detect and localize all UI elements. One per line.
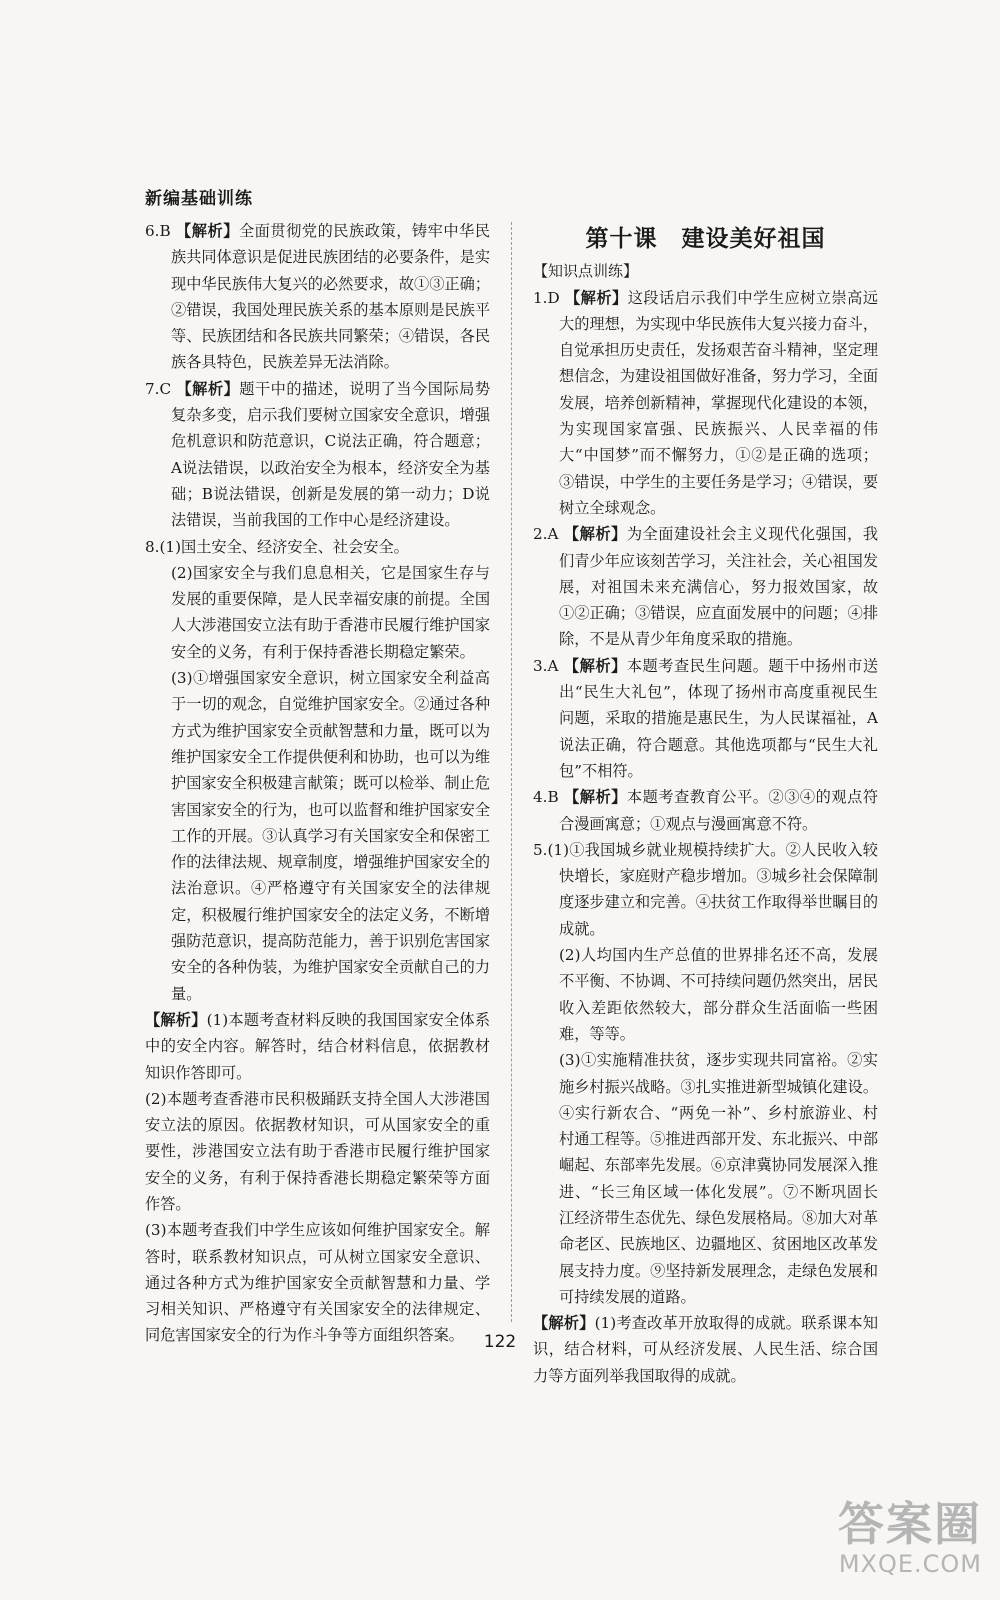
answer-7-number: 7.C: [145, 379, 172, 398]
analysis-tag: 【解析】: [145, 1010, 207, 1029]
answer-2-number: 2.A: [533, 525, 559, 544]
answer-6-text: [145, 218, 490, 376]
answer-7-body: 题干中的描述，说明了当今国际局势复杂多变，启示我们要树立国家安全意识，增强危机意识和防范意识，C说法正确，符合题意；A说法错误，以政治安全为根本，经济安全为基础；B说法错误，创新是发展的第一动力；D说法错误，当前我国的工作中心是经济建设。: [171, 379, 491, 530]
answer-2-text: 2.A 【解析】为全面建设社会主义现代化强国，我们青少年应该刻苦学习，关注社会，关心祖国发展，对祖国未来充满信心，努力报效国家，故①②正确；③错误，应直面发展中的问题；④排除，不是从青少年角度采取的措施。: [533, 525, 879, 649]
right-column: [533, 218, 878, 1389]
answer-item-6: [145, 218, 490, 376]
answer-5-number: 5.: [533, 840, 548, 859]
answer-6-number: 6.B: [145, 222, 171, 240]
watermark-logo: [838, 1498, 982, 1578]
answer-1-text: 1.D 【解析】这段话启示我们中学生应树立崇高远大的理想，为实现中华民族伟大复兴接力奋斗，自觉承担历史责任，发扬艰苦奋斗精神，坚定理想信念，为建设祖国做好准备，努力学习，全面发展，培养创新精神，掌握现代化建设的本领，为实现国家富强、民族振兴、人民幸福的伟大“中国梦”而不懈努力，①②是正确的选项；③错误，中学生的主要任务是学习；④错误，要树立全球观念。: [533, 288, 879, 517]
page-number: 122: [483, 1332, 517, 1352]
answer-6-body: 全面贯彻党的民族政策，铸牢中华民族共同体意识是促进民族团结的必要条件，是实现中华民族伟大复兴的必然要求，故①③正确；②错误，我国处理民族关系的基本原则是民族平等、民族团结和各民族共同繁荣；④错误，各民族各具特色，民族差异无法消除。: [171, 222, 491, 372]
analysis-tag: 【解析】: [563, 656, 627, 675]
answer-8-part1: 8.(1)国土安全、经济安全、社会安全。: [145, 537, 409, 556]
answer-item-2: [533, 521, 878, 652]
answer-5-part1: 5.(1)①我国城乡就业规模持续扩大。②人民收入较快增长，家庭财产稳步增加。③城乡社会保障制度逐步建立和完善。④扶贫工作取得举世瞩目的成就。: [533, 840, 878, 938]
answer-5-subparts: [533, 942, 878, 1310]
analysis-tag: 【解析】: [565, 288, 628, 307]
watermark-url: MXQE.COM: [838, 1550, 982, 1578]
header-title: 新编基础训练: [145, 189, 253, 209]
analysis-tag: 【解析】: [563, 525, 627, 544]
analysis-tag: 【解析】: [176, 379, 240, 398]
answer-4-number: 4.B: [533, 788, 559, 807]
watermark-title: 答案圈: [838, 1497, 982, 1551]
column-divider: [511, 222, 512, 1322]
answer-item-1: [533, 285, 878, 522]
answer-item-3: [533, 653, 878, 784]
answer-5-part2: (2)人均国内生产总值的世界排名还不高，发展不平衡、不协调、不可持续问题仍然突出，居民收入差距依然较大，部分群众生活面临一些困难，等等。: [559, 946, 878, 1043]
answer-8-analysis-2: (2)本题考查香港市民积极踊跃支持全国人大涉港国安立法的原因。依据教材知识，可从国家安全的重要性，涉港国安立法有助于香港市民履行维护国家安全的义务，有利于保持香港长期稳定繁荣等方面作答。: [145, 1089, 490, 1213]
answer-3-text: 3.A 【解析】本题考查民生问题。题干中扬州市送出“民生大礼包”，体现了扬州市高度重视民生问题，采取的措施是惠民生，为人民谋福祉，A说法正确，符合题意。其他选项都与“民生大礼包”不相符。: [533, 656, 879, 780]
analysis-tag: 【解析】: [564, 788, 627, 807]
answer-8-analysis-1: 【解析】(1)本题考查材料反映的我国国家安全体系中的安全内容。解答时，结合材料信息，依据教材知识作答即可。: [145, 1010, 491, 1082]
answer-1-number: 1.D: [533, 288, 560, 307]
left-column: [145, 218, 490, 1349]
answer-7-text: [145, 376, 490, 534]
answer-item-7: [145, 376, 490, 534]
answer-item-4: [533, 784, 878, 837]
answer-5-part3: (3)①实施精准扶贫，逐步实现共同富裕。②实施乡村振兴战略。③扎实推进新型城镇化建设。④实行新农合、“两免一补”、乡村旅游业、村村通工程等。⑤推进西部开发、东北振兴、中部崛起、东部率先发展。⑥京津冀协同发展深入推进、“长三角区域一体化发展”。⑦不断巩固长江经济带生态优先、绿色发展格局。⑧加大对革命老区、民族地区、边疆地区、贫困地区改革发展支持力度。⑨坚持新发展理念，走绿色发展和可持续发展的道路。: [559, 1051, 878, 1306]
answer-8-analysis-3: (3)本题考查我们中学生应该如何维护国家安全。解答时，联系教材知识点，可从树立国家安全意识、通过各种方式为维护国家安全贡献智慧和力量、学习相关知识、严格遵守有关国家安全的法律规定、同危害国家安全的行为作斗争等方面组织答案。: [145, 1221, 490, 1345]
answer-3-number: 3.A: [533, 656, 559, 675]
answer-8-number: 8.: [145, 537, 160, 556]
answer-8-part3: (3)①增强国家安全意识，树立国家安全利益高于一切的观念，自觉维护国家安全。②通过各种方式为维护国家安全贡献智慧和力量，既可以为维护国家安全工作提供便利和协助，也可以为维护国家安全积极建言献策；既可以检举、制止危害国家安全的行为，也可以监督和维护国家安全工作的开展。③认真学习有关国家安全和保密工作的法律法规、规章制度，增强维护国家安全的法治意识。④严格遵守有关国家安全的法律规定，积极履行维护国家安全的法定义务，不断增强防范意识，提高防范能力，善于识别危害国家安全的各种伪装，为维护国家安全贡献自己的力量。: [171, 669, 490, 1003]
analysis-tag: 【解析】: [176, 222, 239, 240]
lesson-title: 第十课 建设美好祖国: [585, 226, 826, 252]
answer-8-part2: (2)国家安全与我们息息相关，它是国家生存与发展的重要保障，是人民幸福安康的前提。全国人大涉港国安立法有助于香港市民履行维护国家安全的义务，有利于保持香港长期稳定繁荣。: [171, 563, 490, 661]
answer-8-subparts: [145, 560, 490, 1007]
analysis-tag: 【解析】: [533, 1314, 595, 1333]
answer-5-analysis-1: 【解析】(1)考查改革开放取得的成就。联系课本知识，结合材料，可从经济发展、人民生活、综合国力等方面列举我国取得的成就。: [533, 1314, 879, 1385]
section-label: 【知识点训练】: [533, 262, 639, 281]
answer-4-text: 4.B 【解析】本题考查教育公平。②③④的观点符合漫画寓意；①观点与漫画寓意不符。: [533, 788, 879, 833]
answer-item-8: [145, 534, 490, 1349]
answer-item-5: [533, 837, 878, 1389]
